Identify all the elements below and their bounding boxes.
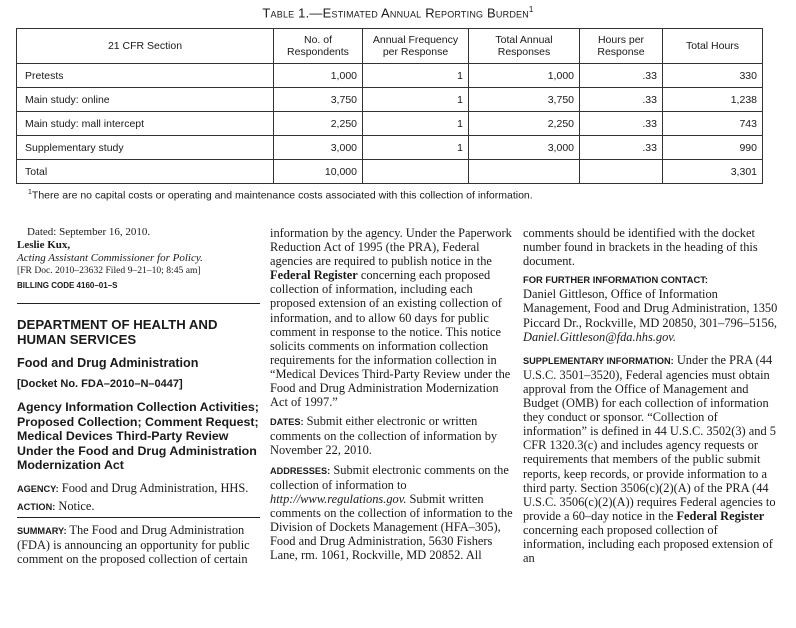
addresses-text: Submit electronic comments on the collection of information to [270,462,509,492]
cell-total-responses: 2,250 [469,112,580,136]
cell-frequency: 1 [363,64,469,88]
billing-code: BILLING CODE 4160–01–S [17,281,118,290]
cell-section: Supplementary study [17,136,274,160]
federal-register-term: Federal Register [270,268,358,283]
notice-subject: Agency Information Collection Activities; Proposed Collection; Comment Request; Medical Devices Third-Party Review Under the Food and Drug Administration Modernization Act [17,400,259,473]
column-2 [270,226,515,562]
header-respondents [274,29,363,64]
cell-total-hours: 330 [663,64,763,88]
header-text: Hours per [597,34,645,46]
header-text: Total Annual [495,34,553,46]
header-text: Total Hours [685,40,740,52]
cell-frequency: 1 [363,112,469,136]
table-row [17,136,763,160]
supplementary-text-cont: concerning each proposed collection of information, including each proposed extension of an [523,522,773,566]
signer-title: Acting Assistant Commissioner for Policy. [17,252,203,264]
dates-paragraph [270,414,515,457]
table-row [17,64,763,88]
cell-respondents: 1,000 [274,64,363,88]
footnote-mark: 1 [28,189,32,196]
cell-hours-per-response [580,160,663,184]
cell-section: Pretests [17,64,274,88]
header-cfr-section [17,29,274,64]
header-annual-frequency [363,29,469,64]
cell-respondents: 10,000 [274,160,363,184]
addresses-text-cont: Submit written comments on the collection of information to the Division of Dockets Management (HFA–305), Food and Drug Administration, 5630 Fishers Lane, rm. 1061, Rockville, MD 20852. All [270,491,513,563]
cell-total-hours: 743 [663,112,763,136]
dates-label: DATES: [270,417,304,428]
action-line [17,499,260,514]
dated-line: Dated: September 16, 2010. [27,226,151,238]
header-text: No. of [303,34,332,46]
header-total-annual-responses [469,29,580,64]
addresses-label: ADDRESSES: [270,465,331,476]
table-header-row [17,29,763,64]
column-3 [523,226,779,565]
table-title [0,5,796,20]
agency-text: Food and Drug Administration, HHS. [61,480,249,495]
header-text: per Response [382,46,449,58]
table-title-text: Table 1.—Estimated Annual Reporting Burden [262,5,529,21]
cell-hours-per-response: .33 [580,88,663,112]
docket-number: [Docket No. FDA–2010–N–0447] [17,378,183,391]
contact-email-link[interactable]: Daniel.Gittleson@fda.hhs.gov. [523,329,676,344]
table-title-footnote-mark: 1 [528,5,534,14]
supplementary-label: SUPPLEMENTARY INFORMATION: [523,355,674,366]
cell-section: Main study: mall intercept [17,112,274,136]
cell-total-responses: 1,000 [469,64,580,88]
summary-text: The Food and Drug Administration (FDA) is announcing an opportunity for public comment on the proposed collection of certain [17,522,250,567]
header-hours-per-response [580,29,663,64]
cell-total-hours: 990 [663,136,763,160]
supplementary-text: Under the PRA (44 U.S.C. 3501–3520), Federal agencies must obtain approval from the Office of Management and Budget (OMB) for each collection of information they conduct or sponsor. “Collection of information” is defined in 44 U.S.C. 3502(3) and 5 CFR 1320.3(c) and includes agency requests or requirements that members of the public submit reports, keep records, or provide information to a third party. Section 3506(c)(2)(A) of the PRA (44 U.S.C. 3506(c)(2)(A)) requires Federal agencies to provide a 60–day notice in the [523,352,776,523]
action-text: Notice. [58,498,95,513]
cell-respondents: 3,750 [274,88,363,112]
federal-register-term: Federal Register [676,508,765,523]
cell-frequency: 1 [363,88,469,112]
footnote-text: There are no capital costs or operating and maintenance costs associated with this collection of information. [31,189,533,202]
table-footnote [28,189,533,202]
cell-hours-per-response: .33 [580,136,663,160]
cell-total-hours: 3,301 [663,160,763,184]
contact-text: Daniel Gittleson, Office of Information Management, Food and Drug Administration, 1350 Piccard Dr., Rockville, MD 20850, 301–796–5156, [523,287,778,330]
agency-line [17,481,260,496]
header-text: 21 CFR Section [107,40,183,52]
department-heading: DEPARTMENT OF HEALTH AND HUMAN SERVICES [17,317,218,348]
cell-total-hours: 1,238 [663,88,763,112]
header-total-hours [663,29,763,64]
cell-section: Total [17,160,274,184]
header-text: Annual Frequency [372,34,459,46]
summary-label: SUMMARY: [17,525,67,536]
signer-name: Leslie Kux, [17,239,71,251]
summary-paragraph [17,523,260,566]
header-text: Respondents [287,46,349,58]
cell-section: Main study: online [17,88,274,112]
table-row [17,112,763,136]
header-text: Response [597,46,645,58]
regulations-gov-link[interactable]: http://www.regulations.gov. [270,491,407,506]
action-divider [17,517,260,518]
cell-hours-per-response: .33 [580,64,663,88]
cell-frequency [363,160,469,184]
action-label: ACTION: [17,501,56,512]
dates-text: Submit either electronic or written comments on the collection of information by November 22, 2010. [270,414,498,458]
cell-hours-per-response: .33 [580,112,663,136]
header-text: Responses [497,46,551,58]
contact-paragraph [523,287,779,343]
agency-label: AGENCY: [17,483,59,494]
pra-text-cont: concerning each proposed collection of information, including each proposed extension of an existing collection of information, and to allow 60 days for public comment in response to the notice. This notice solicits comments on information collection requirements for the information collection in “Medical Devices Third-Party Review under the Food and Drug Administration Modernization Act of 1997.” [270,268,511,410]
agency-heading: Food and Drug Administration [17,356,199,371]
cell-total-responses: 3,000 [469,136,580,160]
column-1 [17,226,260,566]
table-total-row [17,160,763,184]
pra-paragraph [270,226,515,409]
fr-doc-line: [FR Doc. 2010–23632 Filed 9–21–10; 8:45 am] [17,265,201,276]
cell-total-responses [469,160,580,184]
cell-respondents: 2,250 [274,112,363,136]
pra-text: information by the agency. Under the Paperwork Reduction Act of 1995 (the PRA), Federal agencies are required to publish notice in the [270,226,512,269]
cell-total-responses: 3,750 [469,88,580,112]
burden-table [16,28,763,184]
supplementary-paragraph [523,353,779,565]
section-divider [17,303,260,304]
cell-respondents: 3,000 [274,136,363,160]
cell-frequency: 1 [363,136,469,160]
contact-label: FOR FURTHER INFORMATION CONTACT: [523,274,709,286]
docket-identification-paragraph: comments should be identified with the docket number found in brackets in the heading of this document. [523,226,758,269]
table-row [17,88,763,112]
addresses-paragraph [270,463,515,563]
